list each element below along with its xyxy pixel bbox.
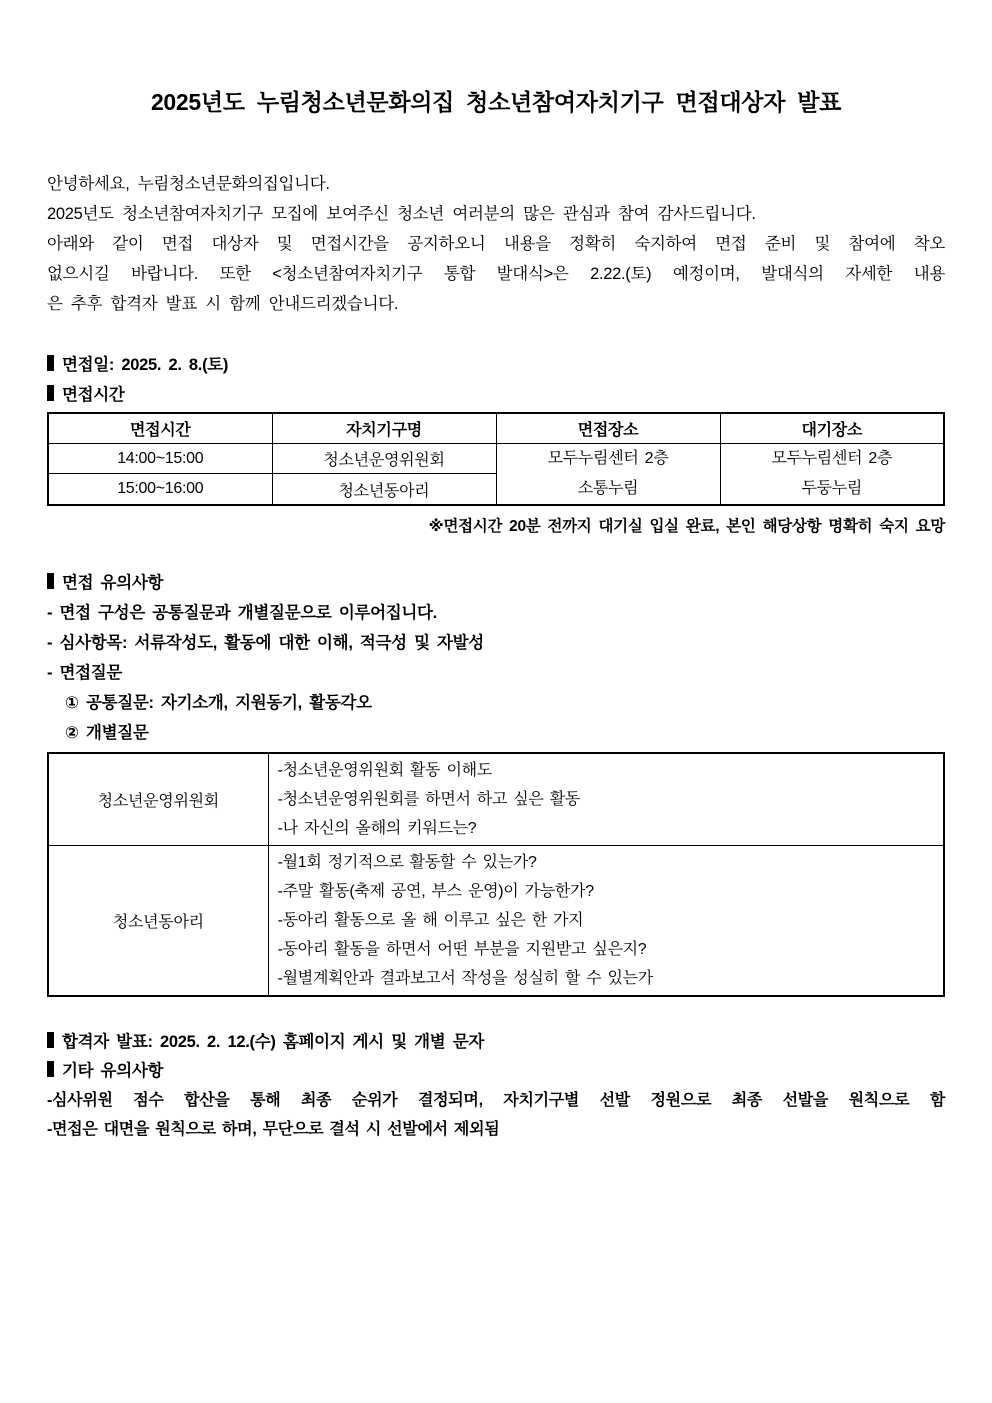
schedule-row xyxy=(48,444,944,474)
interview-notice-heading xyxy=(47,568,945,598)
interview-date-heading xyxy=(47,350,945,380)
questions-cell-org: 청소년동아리 xyxy=(48,846,268,997)
questions-cell-list xyxy=(268,753,944,846)
schedule-table xyxy=(47,412,945,506)
interview-time-label: 면접시간 xyxy=(62,386,125,404)
question-line: -동아리 활동으로 올 해 이루고 싶은 한 가지 xyxy=(277,912,584,929)
questions-cell-org: 청소년운영위원회 xyxy=(48,753,268,846)
questions-cell-list xyxy=(268,846,944,997)
etc-item: -심사위원 점수 합산을 통해 최종 순위가 결정되며, 자치기구별 선발 정원으로 최종 선발을 원칙으로 함 xyxy=(47,1092,945,1109)
question-line: -월1회 정기적으로 활동할 수 있는가? xyxy=(277,854,537,871)
questions-row xyxy=(48,846,944,997)
etc-notice-heading xyxy=(47,1057,945,1086)
etc-notice-label: 기타 유의사항 xyxy=(62,1062,164,1080)
intro-line: 안녕하세요, 누림청소년문화의집입니다. xyxy=(47,175,330,193)
questions-row xyxy=(48,753,944,846)
notice-sub-item: ② 개별질문 xyxy=(65,724,149,742)
intro-paragraph xyxy=(47,169,945,319)
schedule-col-header-time: 면접시간 xyxy=(48,413,272,444)
notice-item: - 면접질문 xyxy=(47,664,123,682)
schedule-table-note: ※면접시간 20분 전까지 대기실 입실 완료, 본인 해당상항 명확히 숙지 요망 xyxy=(428,518,945,535)
schedule-cell-org: 청소년운영위원회 xyxy=(272,444,496,474)
intro-line: 아래와 같이 면접 대상자 및 면접시간을 공지하오니 내용을 정확히 숙지하여 면접 준비 및 참여에 착오 xyxy=(47,235,945,253)
notice-sub-item: ① 공통질문: 자기소개, 지원동기, 활동각오 xyxy=(65,694,372,712)
interview-place-line: 모두누림센터 2층 xyxy=(547,450,669,467)
question-line: -주말 활동(축제 공연, 부스 운영)이 가능한가? xyxy=(277,883,594,900)
schedule-cell-org: 청소년동아리 xyxy=(272,474,496,505)
page-title: 2025년도 누림청소년문화의집 청소년참여자치기구 면접대상자 발표 xyxy=(150,89,842,115)
waiting-place-line: 모두누림센터 2층 xyxy=(771,450,893,467)
question-line: -월별계획안과 결과보고서 작성을 성실히 할 수 있는가 xyxy=(277,970,653,987)
section-marker-icon xyxy=(47,1032,54,1048)
section-marker-icon xyxy=(47,573,54,589)
interview-time-heading xyxy=(47,380,945,410)
schedule-cell-time: 15:00~16:00 xyxy=(48,474,272,505)
notice-item: - 심사항목: 서류작성도, 활동에 대한 이해, 적극성 및 자발성 xyxy=(47,634,484,652)
schedule-cell-interview-place xyxy=(496,444,720,506)
schedule-col-header-place: 면접장소 xyxy=(496,413,720,444)
interview-notice-label: 면접 유의사항 xyxy=(62,574,164,592)
question-line: -나 자신의 올해의 키워드는? xyxy=(277,820,477,837)
schedule-header-row xyxy=(48,413,944,444)
question-line: -청소년운영위원회 활동 이해도 xyxy=(277,762,492,779)
schedule-col-header-org: 자치기구명 xyxy=(272,413,496,444)
notice-item: - 면접 구성은 공통질문과 개별질문으로 이루어집니다. xyxy=(47,604,437,622)
waiting-place-line: 두둥누림 xyxy=(801,480,863,497)
questions-table xyxy=(47,752,945,997)
schedule-col-header-wait: 대기장소 xyxy=(720,413,944,444)
schedule-cell-waiting-place xyxy=(720,444,944,506)
intro-line: 은 추후 합격자 발표 시 함께 안내드리겠습니다. xyxy=(47,295,399,313)
section-marker-icon xyxy=(47,385,54,401)
question-line: -동아리 활동을 하면서 어떤 부분을 지원받고 싶은지? xyxy=(277,941,647,958)
question-line: -청소년운영위원회를 하면서 하고 싶은 활동 xyxy=(277,791,581,808)
intro-line: 없으시길 바랍니다. 또한 <청소년참여자치기구 통합 발대식>은 2.22.(토) 예정이며, 발대식의 자세한 내용 xyxy=(47,265,945,283)
section-marker-icon xyxy=(47,1061,54,1077)
interview-place-line: 소통누림 xyxy=(577,480,639,497)
schedule-cell-time: 14:00~15:00 xyxy=(48,444,272,474)
result-announcement-heading xyxy=(47,1028,945,1057)
etc-item: -면접은 대면을 원칙으로 하며, 무단으로 결석 시 선발에서 제외됨 xyxy=(47,1121,500,1138)
intro-line: 2025년도 청소년참여자치기구 모집에 보여주신 청소년 여러분의 많은 관심과 참여 감사드립니다. xyxy=(47,205,756,223)
interview-date-label: 면접일: 2025. 2. 8.(토) xyxy=(62,356,229,374)
result-announcement-label: 합격자 발표: 2025. 2. 12.(수) 홈페이지 게시 및 개별 문자 xyxy=(62,1033,484,1051)
section-marker-icon xyxy=(47,355,54,371)
